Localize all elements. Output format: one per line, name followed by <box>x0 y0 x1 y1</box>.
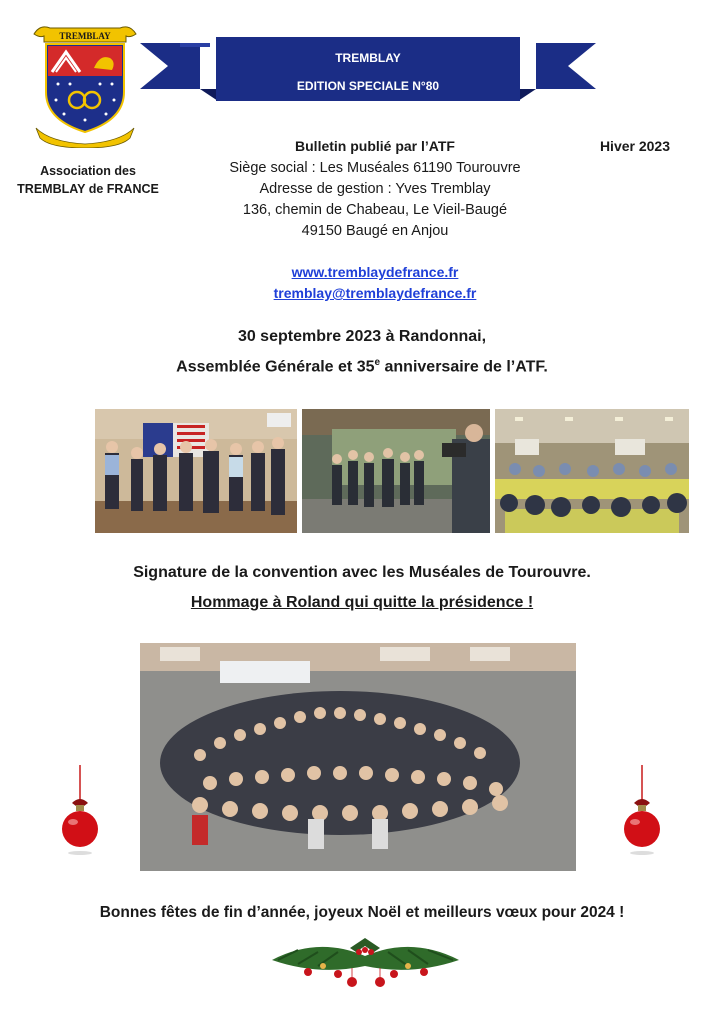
ribbon-edition: EDITION SPECIALE N°80 <box>296 79 440 93</box>
siege-social-address: Siège social : Les Muséales 61190 Tourouvre <box>229 160 521 176</box>
email-link[interactable]: tremblay@tremblaydefrance.fr <box>273 285 477 301</box>
event-date-heading: 30 septembre 2023 à Randonnai, <box>237 328 487 345</box>
bulletin-publisher: Bulletin publié par l’ATF <box>295 138 455 154</box>
website-link[interactable]: www.tremblaydefrance.fr <box>291 264 459 280</box>
christmas-garland-icon <box>268 930 463 992</box>
association-name <box>14 162 162 198</box>
management-address: Adresse de gestion : Yves Tremblay <box>259 181 491 197</box>
season-greetings: Bonnes fêtes de fin d’année, joyeux Noël et meilleurs vœux pour 2024 ! <box>99 904 625 921</box>
convention-heading: Signature de la convention avec les Muséales de Tourouvre. <box>133 564 591 581</box>
svg-text:TREMBLAY: TREMBLAY <box>59 31 111 41</box>
event-title-heading: Assemblée Générale et 35e anniversaire de l’ATF. <box>176 357 548 376</box>
city-address: 49150 Baugé en Anjou <box>301 223 449 239</box>
christmas-bauble-icon <box>622 765 662 857</box>
ribbon-text <box>218 44 518 100</box>
photo-banquet-hall <box>495 409 689 533</box>
photo-group-assembly <box>140 643 576 871</box>
ribbon-title: TREMBLAY <box>335 51 401 65</box>
hommage-heading: Hommage à Roland qui quitte la présidence ! <box>190 594 534 611</box>
association-line2: TREMBLAY de FRANCE <box>17 182 159 196</box>
christmas-bauble-icon <box>60 765 100 857</box>
season-label: Hiver 2023 <box>599 138 670 154</box>
photo-stage-group <box>95 409 297 533</box>
street-address: 136, chemin de Chabeau, Le Vieil-Baugé <box>242 202 508 218</box>
association-line1: Association des <box>40 164 136 178</box>
photo-doorway-visit <box>302 409 490 533</box>
tremblay-coat-of-arms-logo <box>30 20 140 148</box>
